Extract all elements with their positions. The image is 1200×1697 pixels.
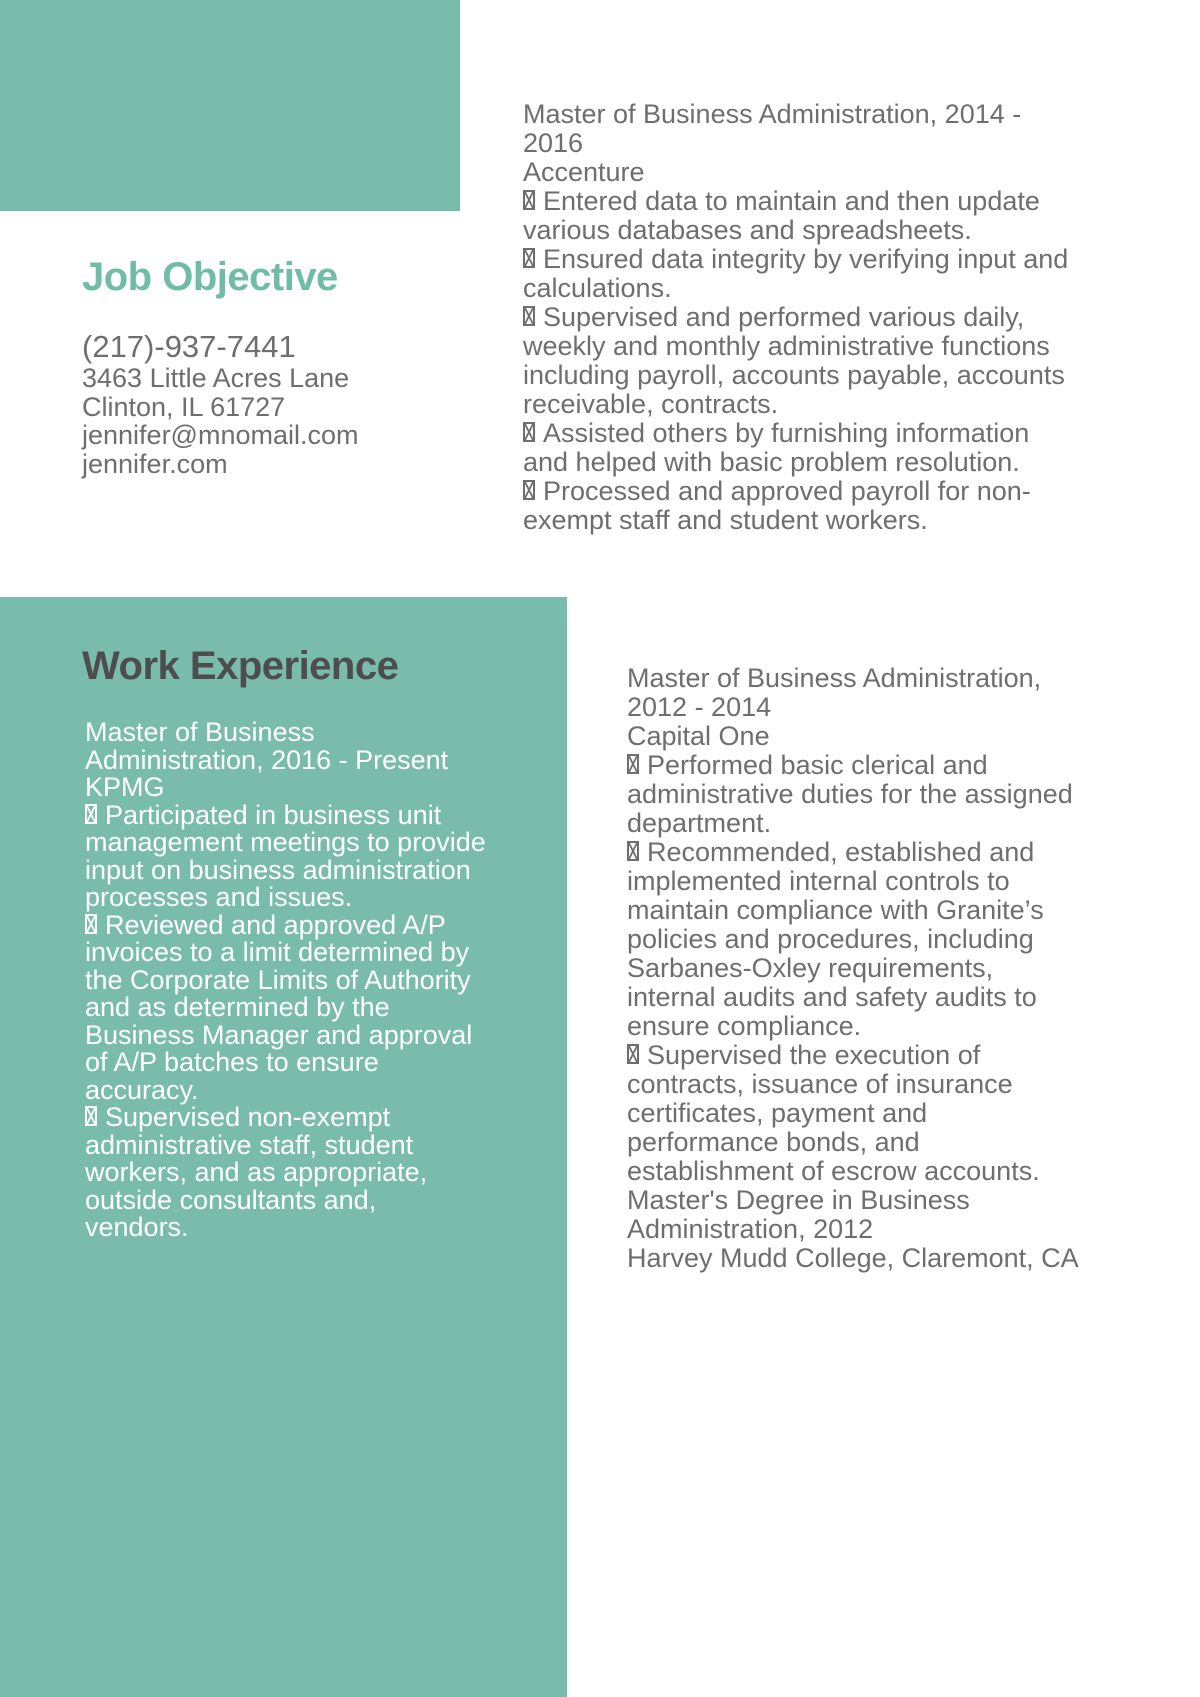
job-objective-heading: Job Objective	[82, 255, 338, 299]
missing-glyph-bullet-icon	[627, 1044, 639, 1064]
missing-glyph-bullet-icon	[523, 306, 535, 326]
missing-glyph-bullet-icon	[85, 914, 97, 934]
missing-glyph-bullet-icon	[523, 422, 535, 442]
missing-glyph-bullet-icon	[85, 1106, 97, 1126]
text-line: KPMG	[85, 772, 165, 802]
missing-glyph-bullet-icon	[523, 190, 535, 210]
text-line: Master of Business Administration, 2012 - 2014	[627, 663, 1042, 722]
website-text: jennifer.com	[82, 448, 228, 479]
bullet-line: Processed and approved payroll for non-exempt staff and student workers.	[523, 476, 1031, 535]
experience-entry-accenture	[523, 100, 1079, 535]
missing-glyph-bullet-icon	[627, 754, 639, 774]
contact-info	[82, 329, 502, 478]
address-line-2: Clinton, IL 61727	[82, 391, 286, 422]
text-line: Master of Business Administration, 2016 - Present	[85, 717, 449, 775]
experience-entry-capital-one	[627, 664, 1079, 1273]
address-line-1: 3463 Little Acres Lane	[82, 363, 350, 393]
bullet-line: Supervised non-exempt administrative staff, student workers, and as appropriate, outside consultants and, vendors.	[85, 1102, 428, 1242]
bullet-line: Assisted others by furnishing information and helped with basic problem resolution.	[523, 418, 1030, 477]
bullet-line: Supervised and performed various daily, weekly and monthly administrative functions including payroll, accounts payable, accounts receivable, contracts.	[523, 302, 1065, 419]
email-text: jennifer@mnomail.com	[82, 420, 359, 450]
missing-glyph-bullet-icon	[85, 804, 97, 824]
missing-glyph-bullet-icon	[523, 248, 535, 268]
bullet-line: Recommended, established and implemented internal controls to maintain compliance with Granite’s policies and procedures, including Sarbanes-Oxley requirements, internal audits and safety audits to ensure compliance.	[627, 837, 1044, 1041]
missing-glyph-bullet-icon	[523, 480, 535, 500]
text-line: Master's Degree in Business Administration, 2012	[627, 1185, 970, 1244]
bullet-line: Participated in business unit management meetings to provide input on business administration processes and issues.	[85, 799, 486, 912]
text-line: Master of Business Administration, 2014 - 2016	[523, 99, 1022, 158]
missing-glyph-bullet-icon	[627, 841, 639, 861]
bullet-line: Reviewed and approved A/P invoices to a limit determined by the Corporate Limits of Authority and as determined by the Business Manager and approval of A/P batches to ensure accuracy.	[85, 909, 473, 1105]
bullet-line: Performed basic clerical and administrative duties for the assigned department.	[627, 750, 1073, 838]
text-line: Accenture	[523, 157, 645, 187]
bullet-line: Entered data to maintain and then update various databases and spreadsheets.	[523, 186, 1040, 245]
teal-header-block	[0, 0, 460, 211]
phone-text: (217)-937-7441	[82, 329, 296, 364]
work-experience-heading: Work Experience	[82, 644, 399, 688]
text-line: Harvey Mudd College, Claremont, CA	[627, 1243, 1079, 1273]
experience-entry-kpmg	[85, 719, 487, 1242]
bullet-line: Supervised the execution of contracts, issuance of insurance certificates, payment and performance bonds, and establishment of escrow accounts.	[627, 1040, 1040, 1186]
text-line: Capital One	[627, 721, 770, 751]
bullet-line: Ensured data integrity by verifying input and calculations.	[523, 244, 1069, 303]
